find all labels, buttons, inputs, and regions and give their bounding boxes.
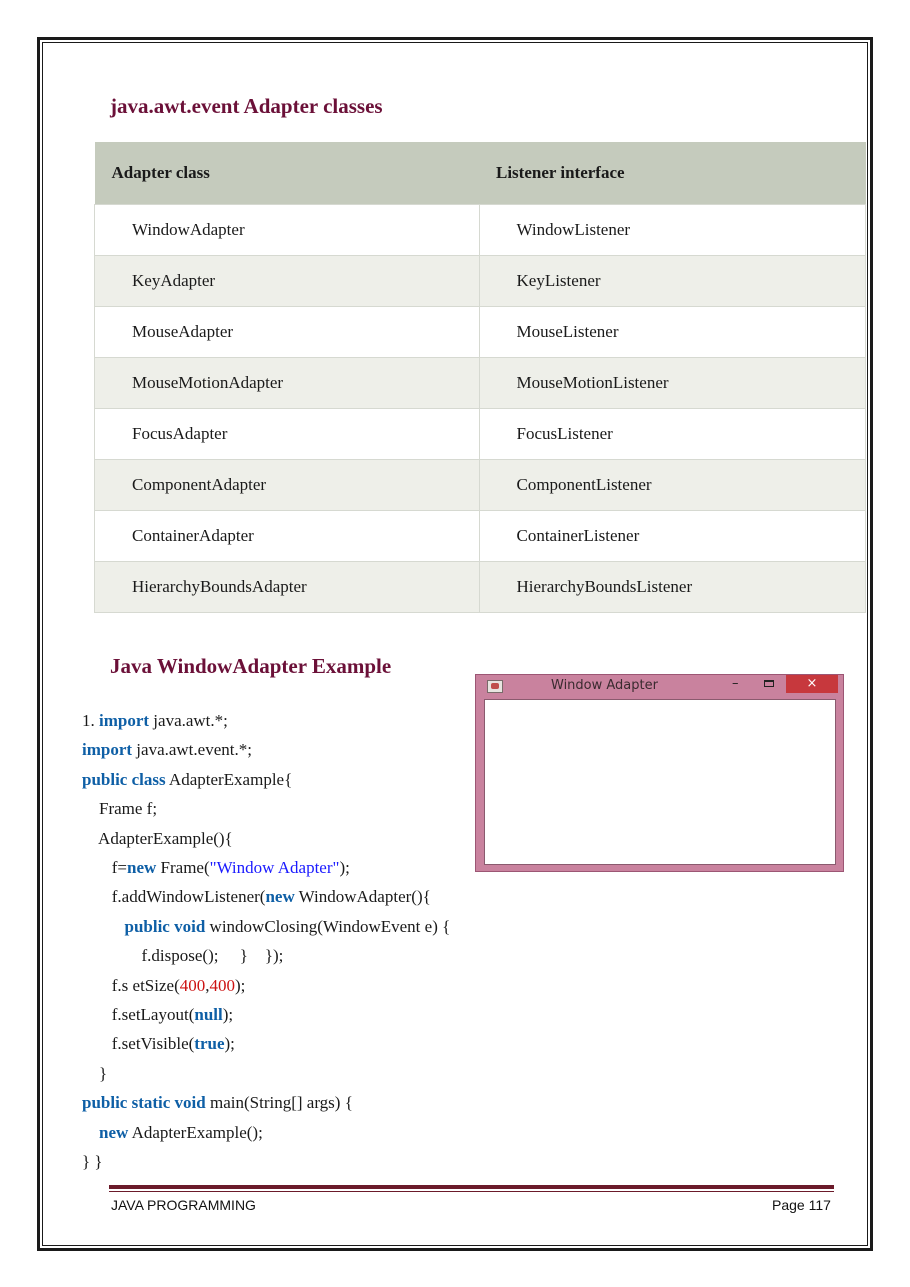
code-line <box>82 853 450 882</box>
listener-cell: MouseListener <box>479 306 866 357</box>
window-client-area <box>484 699 836 865</box>
table-row <box>95 459 866 510</box>
adapter-cell: FocusAdapter <box>95 408 480 459</box>
code-text: ); <box>339 858 350 878</box>
code-line <box>82 706 450 735</box>
listener-cell: MouseMotionListener <box>479 357 866 408</box>
table-row <box>95 408 866 459</box>
code-line <box>82 765 450 794</box>
table-row <box>95 357 866 408</box>
code-text: f.setLayout( <box>82 1005 195 1025</box>
column-header-listener-interface: Listener interface <box>479 142 866 204</box>
keyword: true <box>194 1034 225 1054</box>
window-title: Window Adapter <box>551 678 658 693</box>
code-text: f= <box>82 858 127 878</box>
keyword: import <box>99 711 150 730</box>
listener-cell: HierarchyBoundsListener <box>479 561 866 612</box>
adapter-cell: ContainerAdapter <box>95 510 480 561</box>
java-cup-icon <box>487 680 503 693</box>
table-row <box>95 510 866 561</box>
section-heading-adapter-classes: java.awt.event Adapter classes <box>110 94 383 118</box>
code-text: ); <box>224 1034 235 1054</box>
adapter-cell: HierarchyBoundsAdapter <box>95 561 480 612</box>
minimize-icon: – <box>732 676 739 691</box>
keyword: new <box>265 887 295 907</box>
code-line <box>82 1088 450 1117</box>
string-literal: "Window Adapter" <box>209 858 340 878</box>
code-text: f.s etSize( <box>82 975 180 995</box>
adapter-cell: MouseAdapter <box>95 306 480 357</box>
listener-cell: FocusListener <box>479 408 866 459</box>
code-line: Frame f; <box>82 799 158 819</box>
table-row <box>95 204 866 255</box>
listener-cell: ContainerListener <box>479 510 866 561</box>
code-line <box>82 1029 450 1058</box>
keyword: null <box>194 1005 223 1025</box>
keyword: public void <box>124 916 206 936</box>
code-text: ); <box>234 975 246 995</box>
code-line <box>82 971 450 1000</box>
table-row <box>95 561 866 612</box>
table-header-row <box>95 142 866 204</box>
column-header-adapter-class: Adapter class <box>95 142 480 204</box>
window-adapter-screenshot <box>475 674 844 872</box>
adapter-cell: ComponentAdapter <box>95 459 480 510</box>
keyword: new <box>127 858 157 878</box>
listener-cell: ComponentListener <box>479 459 866 510</box>
section-heading-windowadapter-example: Java WindowAdapter Example <box>110 654 392 678</box>
code-line <box>82 882 450 911</box>
code-text: f.setVisible( <box>82 1034 195 1054</box>
code-text: , <box>205 975 210 995</box>
footer-rule-thick <box>109 1185 834 1189</box>
code-line <box>82 1000 450 1029</box>
adapter-cell: KeyAdapter <box>95 255 480 306</box>
line-number: 1. <box>82 711 99 730</box>
code-text: ); <box>222 1005 234 1025</box>
number-literal: 400 <box>209 975 235 995</box>
close-icon: × <box>786 675 838 693</box>
table-row <box>95 255 866 306</box>
code-line: } <box>82 1063 108 1083</box>
code-text: java.awt.event.*; <box>132 740 252 760</box>
number-literal: 400 <box>179 975 206 995</box>
window-title-bar <box>476 675 843 699</box>
keyword: public class <box>82 769 166 789</box>
table-row <box>95 306 866 357</box>
listener-cell: KeyListener <box>479 255 866 306</box>
code-text: WindowAdapter(){ <box>294 887 431 907</box>
maximize-icon <box>764 680 774 687</box>
code-text: AdapterExample(); <box>128 1122 263 1142</box>
code-line: f.dispose(); } }); <box>82 946 284 966</box>
adapter-cell: WindowAdapter <box>95 204 480 255</box>
code-listing <box>82 706 450 1177</box>
code-text: java.awt.*; <box>149 711 228 730</box>
code-text: main(String[] args) { <box>205 1093 353 1113</box>
code-text <box>82 917 125 936</box>
code-line <box>82 1118 450 1147</box>
adapter-classes-table <box>94 142 866 613</box>
code-text <box>82 1123 99 1142</box>
code-text: windowClosing(WindowEvent e) { <box>205 916 451 936</box>
code-line <box>82 735 450 764</box>
keyword: import <box>82 740 133 760</box>
code-line <box>82 912 450 941</box>
keyword: new <box>99 1122 129 1142</box>
keyword: public static void <box>82 1093 206 1113</box>
code-text: Frame( <box>156 858 210 878</box>
code-line: AdapterExample(){ <box>82 828 233 848</box>
footer-rule-thin <box>109 1191 834 1192</box>
code-text: f.addWindowListener( <box>82 887 266 907</box>
code-line: } } <box>82 1152 103 1172</box>
adapter-cell: MouseMotionAdapter <box>95 357 480 408</box>
code-text: AdapterExample{ <box>165 769 293 789</box>
footer-title: JAVA PROGRAMMING <box>111 1197 256 1213</box>
listener-cell: WindowListener <box>479 204 866 255</box>
page-number: Page 117 <box>772 1197 831 1213</box>
